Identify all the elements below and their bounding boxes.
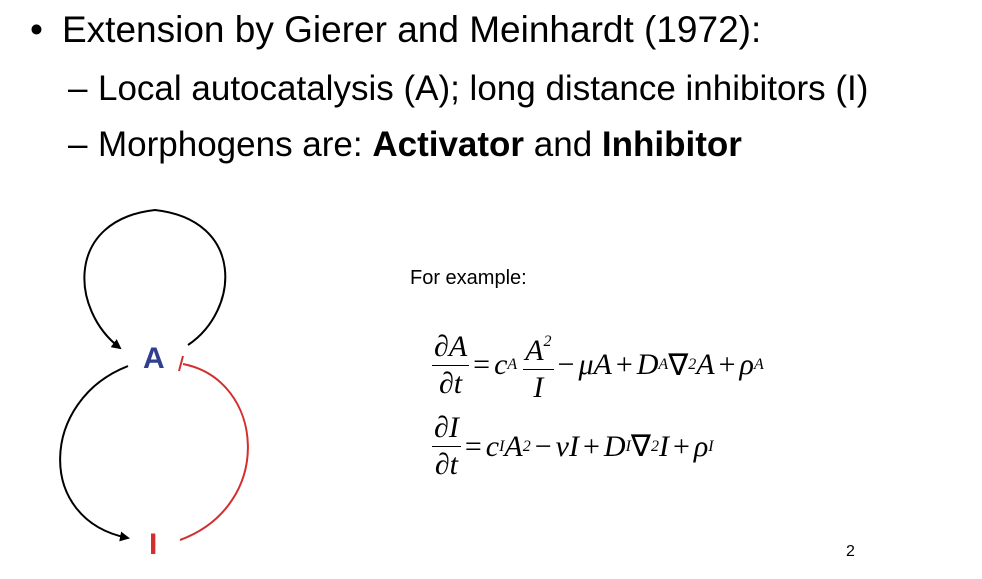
activation-arrow-a-to-i xyxy=(60,366,128,538)
sub-bullet-text: Local autocatalysis (A); long distance inhibitors (I) xyxy=(98,69,869,108)
inhibitor-term: Inhibitor xyxy=(601,125,742,164)
sub-bullet-morphogens xyxy=(68,124,742,166)
inhibition-bar xyxy=(179,356,183,371)
sub-bullet-dash: – xyxy=(68,69,88,108)
activator-equation: $\frac{\partial A}{\partial t}$ = c A $\frac{A^2}{I}$ − μA + D A ∇ 2 A + ρ A xyxy=(432,324,764,406)
dI-dt-fraction: $\frac{\partial I}{\partial t}$ xyxy=(434,411,459,481)
main-bullet xyxy=(30,8,761,52)
A2-over-I-fraction: $\frac{A^2}{I}$ xyxy=(523,324,553,406)
dA-dt-fraction: $\frac{\partial A}{\partial t}$ xyxy=(434,329,468,400)
sub-bullet-dash: – xyxy=(68,125,88,164)
activator-inhibitor-diagram xyxy=(40,200,270,570)
sub-bullet-prefix: Morphogens are: xyxy=(98,125,373,164)
node-activator: A xyxy=(143,342,165,375)
sub-bullet-autocatalysis xyxy=(68,68,868,110)
activator-term: Activator xyxy=(372,125,525,164)
inhibitor-equation: $\frac{\partial I}{\partial t}$ = c I A 2 − νI + D I ∇ 2 I + ρ I xyxy=(434,411,714,481)
sub-bullet-and: and xyxy=(524,125,602,164)
self-activation-arrow xyxy=(84,210,225,348)
page-number: 2 xyxy=(846,543,855,560)
bullet-dot: • xyxy=(30,9,43,50)
node-inhibitor: I xyxy=(149,528,158,561)
main-bullet-text: Extension by Gierer and Meinhardt (1972): xyxy=(62,9,762,50)
example-label: For example: xyxy=(410,267,527,289)
inhibition-arrow-i-to-a xyxy=(180,364,248,540)
